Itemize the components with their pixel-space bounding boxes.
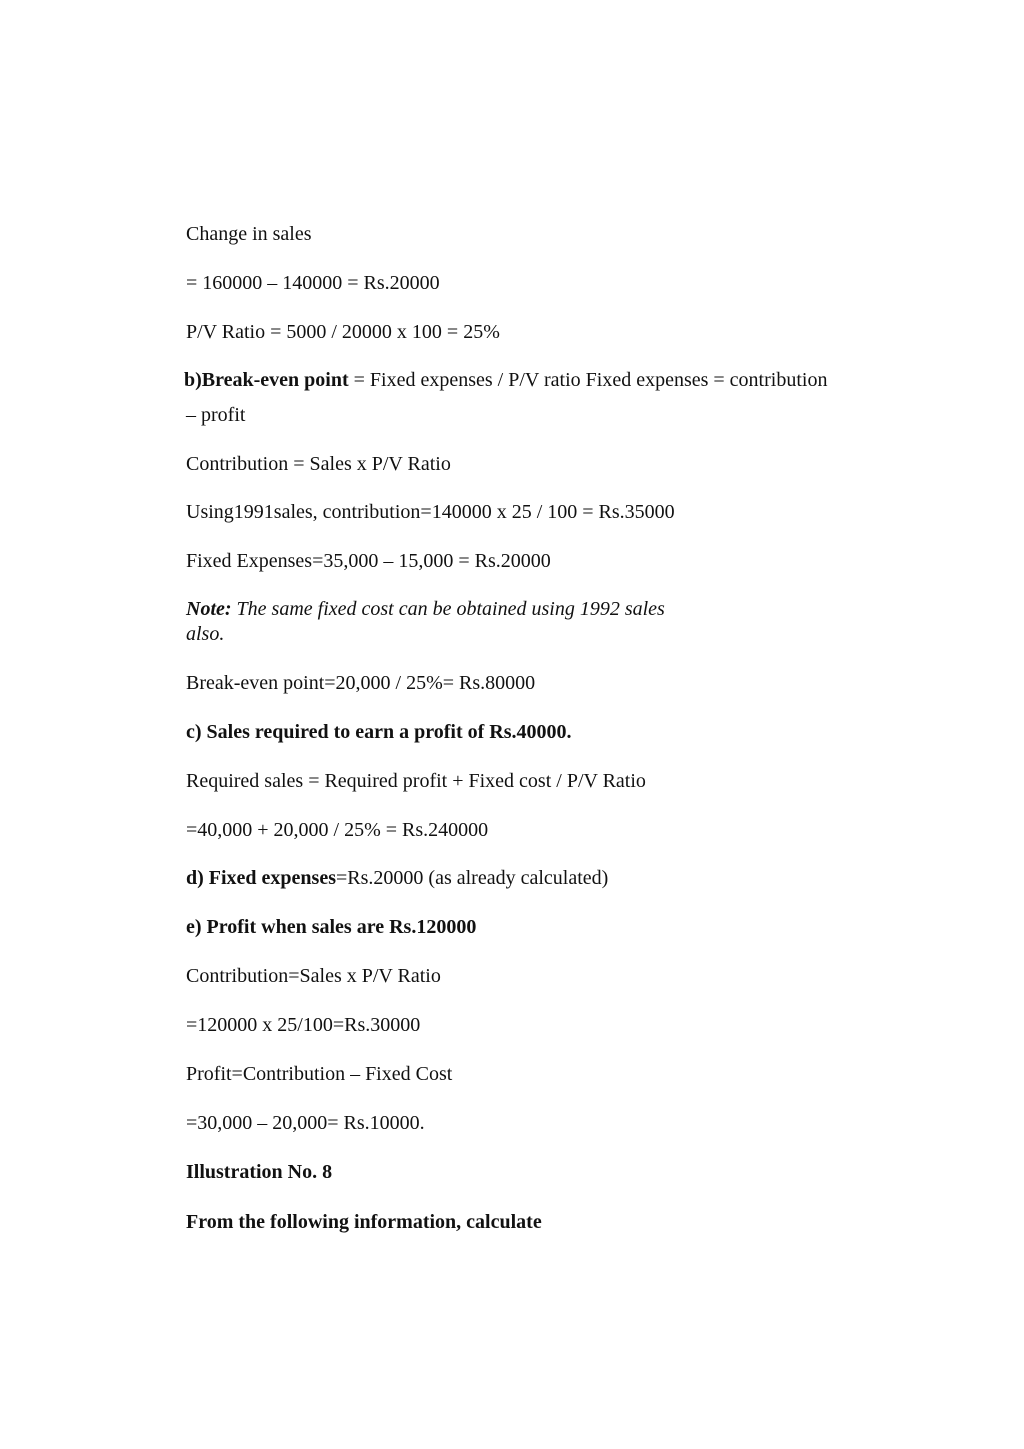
change-in-sales-heading: Change in sales — [186, 223, 312, 245]
section-d-label: d) Fixed expenses — [186, 867, 336, 889]
fixed-expenses-calc: Fixed Expenses=35,000 – 15,000 = Rs.20000 — [186, 550, 551, 572]
profit-calc: =30,000 – 20,000= Rs.10000. — [186, 1112, 425, 1134]
required-sales-calc: =40,000 + 20,000 / 25% = Rs.240000 — [186, 819, 489, 841]
note-label: Note: — [186, 598, 232, 620]
break-even-label: b)Break-even point — [184, 369, 349, 391]
profit-formula: Profit=Contribution – Fixed Cost — [186, 1063, 453, 1085]
note-line — [186, 597, 665, 621]
contribution-calc-1991: Using1991sales, contribution=140000 x 25 / 100 = Rs.35000 — [186, 501, 675, 523]
illustration-intro: From the following information, calculate — [186, 1211, 542, 1233]
note-line-continued: also. — [186, 623, 225, 645]
section-c-heading: c) Sales required to earn a profit of Rs.40000. — [186, 721, 572, 743]
section-e-heading: e) Profit when sales are Rs.120000 — [186, 916, 477, 938]
illustration-heading: Illustration No. 8 — [186, 1161, 333, 1183]
break-even-result: Break-even point=20,000 / 25%= Rs.80000 — [186, 672, 536, 694]
pv-ratio-calc: P/V Ratio = 5000 / 20000 x 100 = 25% — [186, 321, 500, 343]
contribution-formula-2: Contribution=Sales x P/V Ratio — [186, 965, 441, 987]
section-d-line — [186, 866, 608, 890]
contribution-calc-2: =120000 x 25/100=Rs.30000 — [186, 1014, 421, 1036]
note-text: The same fixed cost can be obtained using 1992 sales — [231, 598, 665, 620]
required-sales-formula: Required sales = Required profit + Fixed cost / P/V Ratio — [186, 770, 646, 792]
break-even-formula — [184, 368, 827, 392]
break-even-formula-continued: – profit — [186, 404, 246, 426]
break-even-formula-text: = Fixed expenses / P/V ratio Fixed expenses = contribution — [348, 369, 828, 391]
change-in-sales-calc: = 160000 – 140000 = Rs.20000 — [186, 272, 440, 294]
contribution-formula: Contribution = Sales x P/V Ratio — [186, 453, 451, 475]
section-d-text: =Rs.20000 (as already calculated) — [336, 867, 609, 889]
